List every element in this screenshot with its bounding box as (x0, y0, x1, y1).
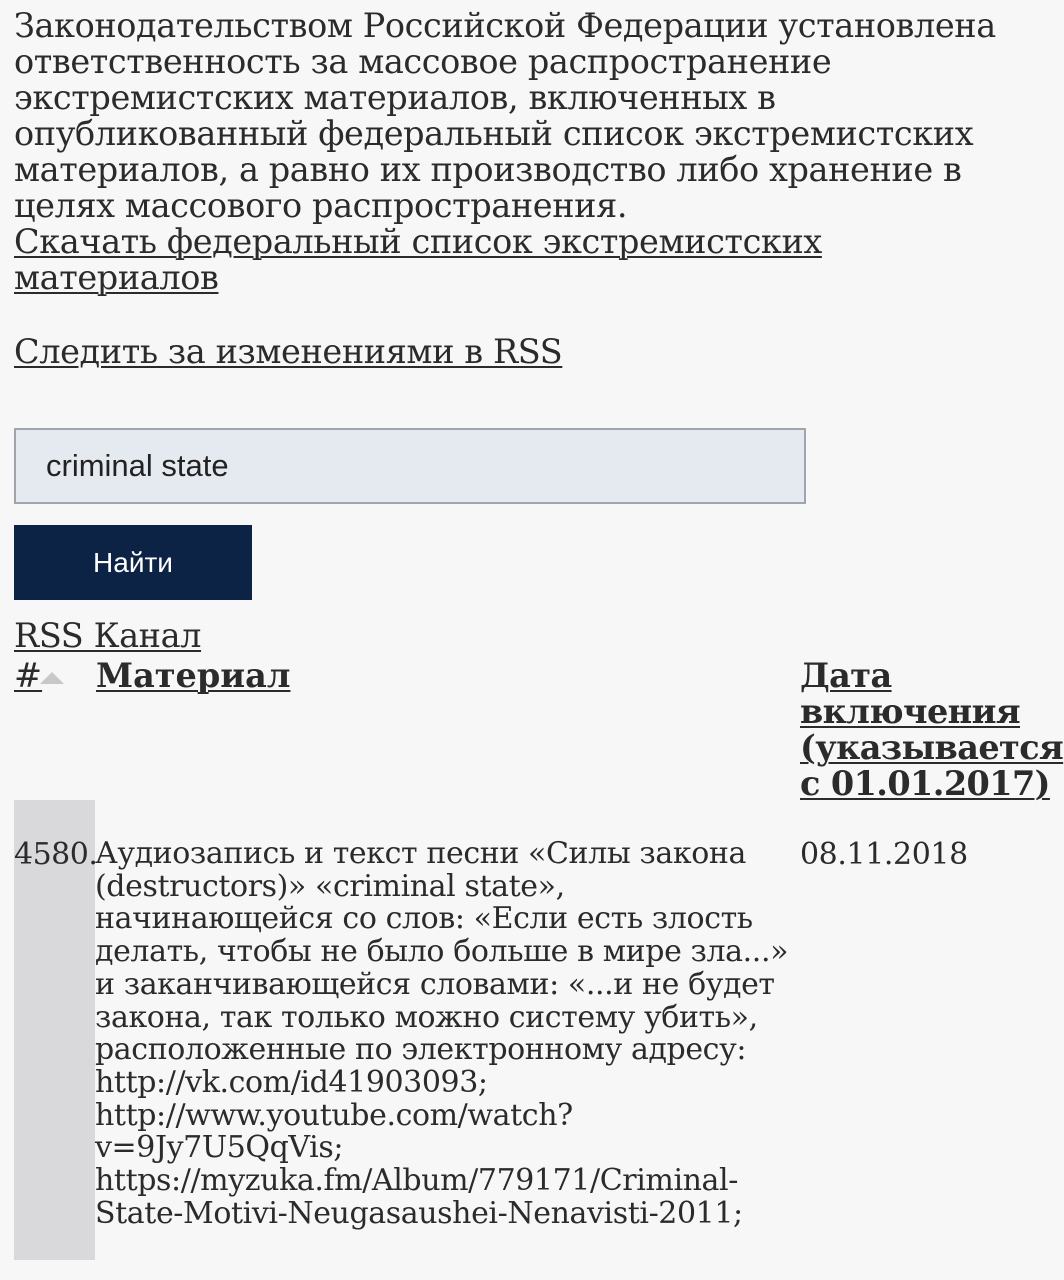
search-input[interactable] (14, 428, 806, 504)
legal-notice: Законодательством Российской Федерации установлена ответственность за массовое распространение экстремистских материалов, включенных в опубликованный федеральный список экстремистских материалов, а равно их производство либо хранение в целях массового распространения. (14, 6, 996, 225)
row-material: Аудиозапись и текст песни «Силы закона (destructors)» «criminal state», начинающейся со слов: «Если есть злость делать, чтобы не было больше в мире зла...» и заканчивающейся словами: «...и не будет закона, так только можно систему убить», расположенные по электронному адресу: http://vk.com/id41903093; http://www.youtube.com/watch?v=9Jy7U5QqVis; https://myzuka.fm/Album/779171/Criminal-State-Motivi-Neugasaushei-Nenavisti-2011; (95, 836, 789, 1231)
follow-rss-link[interactable]: Следить за изменениями в RSS (14, 332, 563, 371)
sort-ascending-icon (40, 672, 64, 684)
date-column-header[interactable]: Дата включения (указывается с 01.01.2017) (800, 656, 1064, 803)
row-number: 4580. (14, 837, 98, 872)
material-column-header[interactable]: Материал (96, 656, 291, 695)
number-column-header[interactable]: # (14, 656, 43, 695)
row-date: 08.11.2018 (800, 837, 968, 872)
download-list-link[interactable]: Скачать федеральный список экстремистских материалов (14, 222, 822, 297)
rss-channel-link[interactable]: RSS Канал (14, 616, 202, 655)
search-button[interactable]: Найти (14, 525, 252, 600)
